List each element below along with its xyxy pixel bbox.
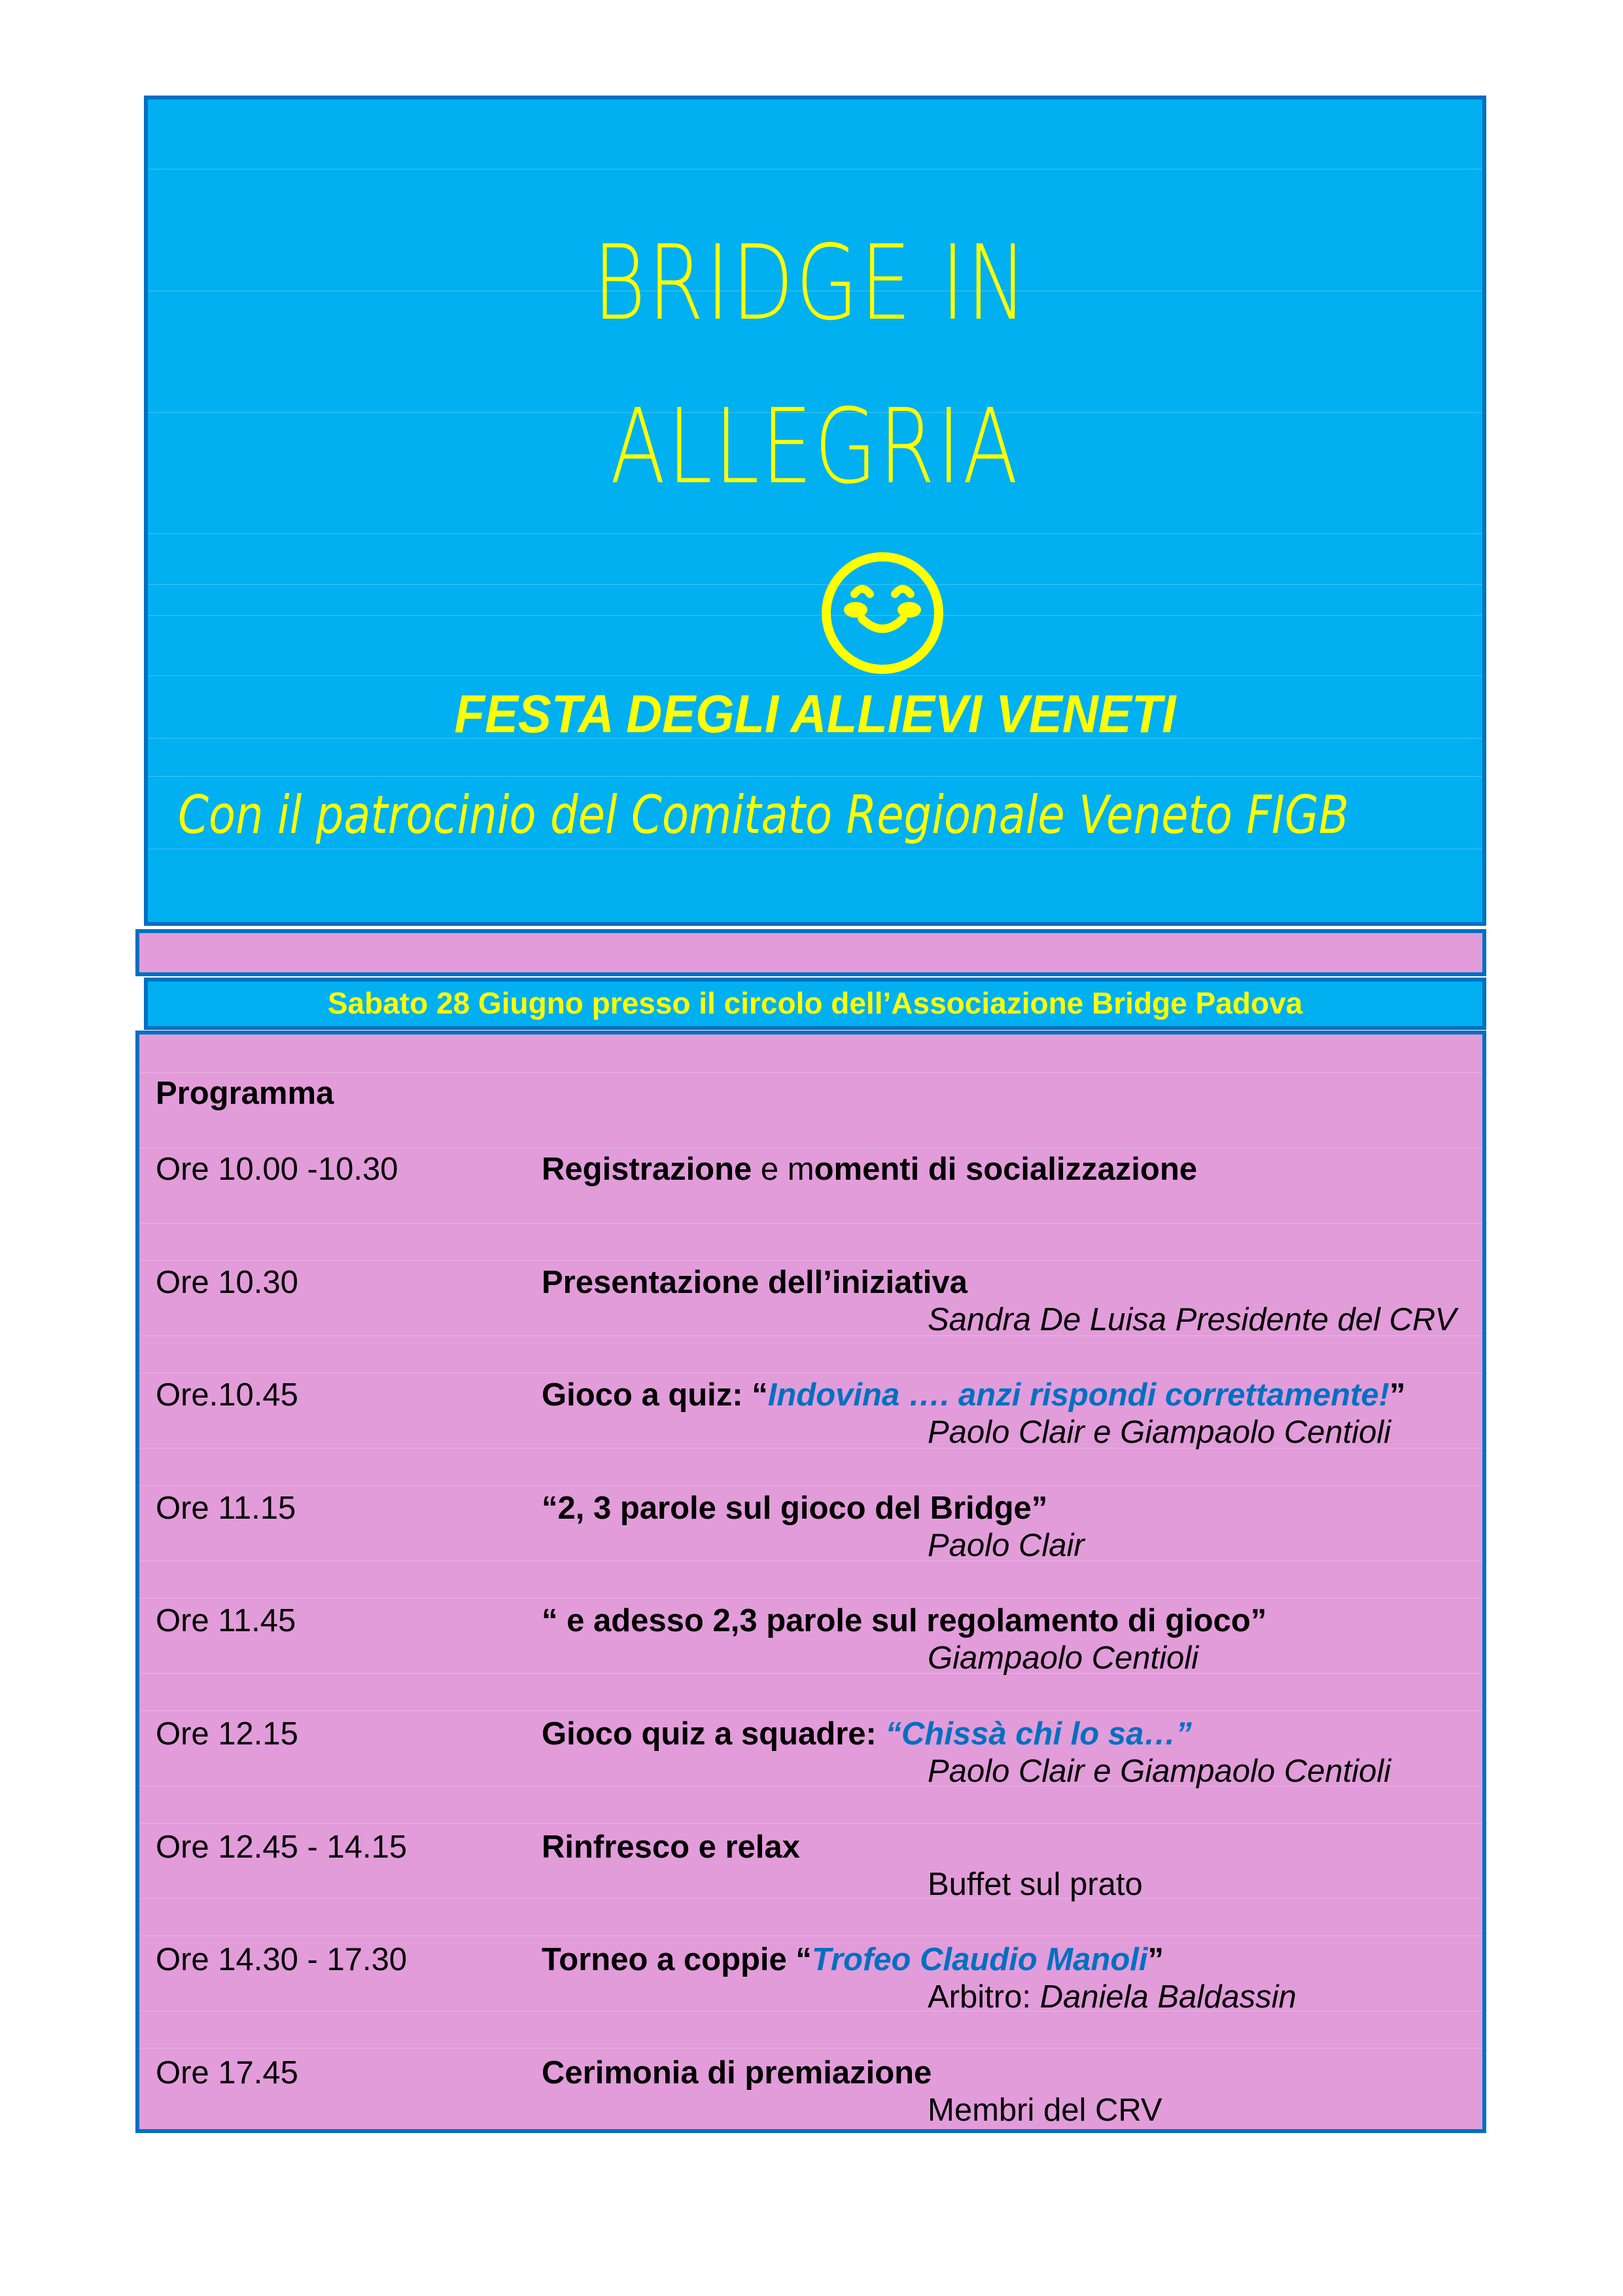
presenter-text: Daniela Baldassin — [1039, 1979, 1297, 2015]
schedule-time: Ore 10.00 -10.30 — [156, 1152, 398, 1187]
schedule-activity — [542, 1941, 1164, 1978]
activity-text: Rinfresco e relax — [542, 1829, 800, 1865]
activity-text: Gioco quiz a squadre: — [542, 1716, 886, 1752]
activity-text: “ e adesso 2,3 parole sul regolamento di gioco” — [542, 1603, 1267, 1638]
patronage-text: Con il patrocinio del Comitato Regionale Veneto FIGB — [178, 785, 1349, 845]
smiling-face-icon — [820, 551, 945, 675]
program-schedule — [135, 1031, 1486, 2133]
activity-highlight: Indovina …. anzi rispondi correttamente! — [767, 1377, 1389, 1413]
schedule-time: Ore 12.45 - 14.15 — [156, 1829, 408, 1865]
activity-text: Torneo a coppie “ — [542, 1942, 812, 1977]
activity-text: Registrazione — [542, 1152, 752, 1187]
presenter-text: Giampaolo Centioli — [928, 1640, 1198, 1676]
schedule-presenter — [928, 1527, 1085, 1564]
schedule-activity — [542, 1829, 800, 1865]
schedule-activity — [542, 2055, 932, 2091]
date-location-bar — [144, 978, 1486, 1030]
schedule-presenter — [928, 1979, 1297, 2015]
schedule-activity — [542, 1602, 1266, 1639]
event-subtitle: FESTA DEGLI ALLIEVI VENETI — [454, 684, 1176, 744]
schedule-presenter — [928, 1414, 1391, 1451]
presenter-text: Sandra De Luisa Presidente del CRV — [928, 1302, 1457, 1337]
schedule-activity — [542, 1716, 1192, 1752]
schedule-activity — [542, 1264, 968, 1301]
presenter-text: Paolo Clair e Giampaolo Centioli — [928, 1754, 1391, 1789]
date-location-text: Sabato 28 Giugno presso il circolo dell’Associazione Bridge Padova — [327, 986, 1303, 1020]
presenter-text: Paolo Clair — [928, 1528, 1085, 1563]
activity-text: ” — [1389, 1377, 1406, 1413]
schedule-activity — [542, 1151, 1197, 1188]
activity-text: e m — [752, 1152, 814, 1187]
event-title-line2: ALLEGRIA — [610, 387, 1021, 507]
schedule-time: Ore 12.15 — [156, 1716, 298, 1752]
schedule-time: Ore 11.45 — [156, 1603, 296, 1638]
presenter-text: Paolo Clair e Giampaolo Centioli — [928, 1415, 1391, 1450]
schedule-time: Ore 14.30 - 17.30 — [156, 1942, 408, 1977]
schedule-presenter — [928, 2092, 1162, 2128]
activity-highlight: “Chissà chi lo sa…” — [885, 1716, 1192, 1752]
presenter-text: Buffet sul prato — [928, 1867, 1143, 1902]
activity-text: “2, 3 parole sul gioco del Bridge” — [542, 1491, 1048, 1526]
activity-text: Cerimonia di premiazione — [542, 2055, 932, 2091]
schedule-presenter — [928, 1640, 1198, 1676]
activity-text: Presentazione dell’iniziativa — [542, 1265, 968, 1300]
schedule-presenter — [928, 1866, 1143, 1903]
presenter-text: Membri del CRV — [928, 2093, 1162, 2128]
activity-text: omenti di socializzazione — [814, 1152, 1198, 1187]
schedule-time: Ore 11.15 — [156, 1491, 296, 1526]
activity-text: Gioco a quiz: “ — [542, 1377, 768, 1413]
activity-text: ” — [1147, 1942, 1164, 1977]
header-banner — [144, 96, 1486, 926]
schedule-presenter — [928, 1301, 1456, 1338]
schedule-activity — [542, 1377, 1405, 1413]
presenter-text: Arbitro: — [928, 1979, 1040, 2015]
schedule-time: Ore 10.30 — [156, 1265, 298, 1300]
event-title-line1: BRIDGE IN — [593, 223, 1030, 344]
activity-highlight: Trofeo Claudio Manoli — [811, 1942, 1148, 1977]
program-heading: Programma — [156, 1076, 334, 1111]
separator-strip — [135, 929, 1486, 976]
schedule-presenter — [928, 1753, 1391, 1790]
schedule-activity — [542, 1490, 1047, 1527]
schedule-time: Ore.10.45 — [156, 1377, 298, 1413]
schedule-time: Ore 17.45 — [156, 2055, 298, 2091]
